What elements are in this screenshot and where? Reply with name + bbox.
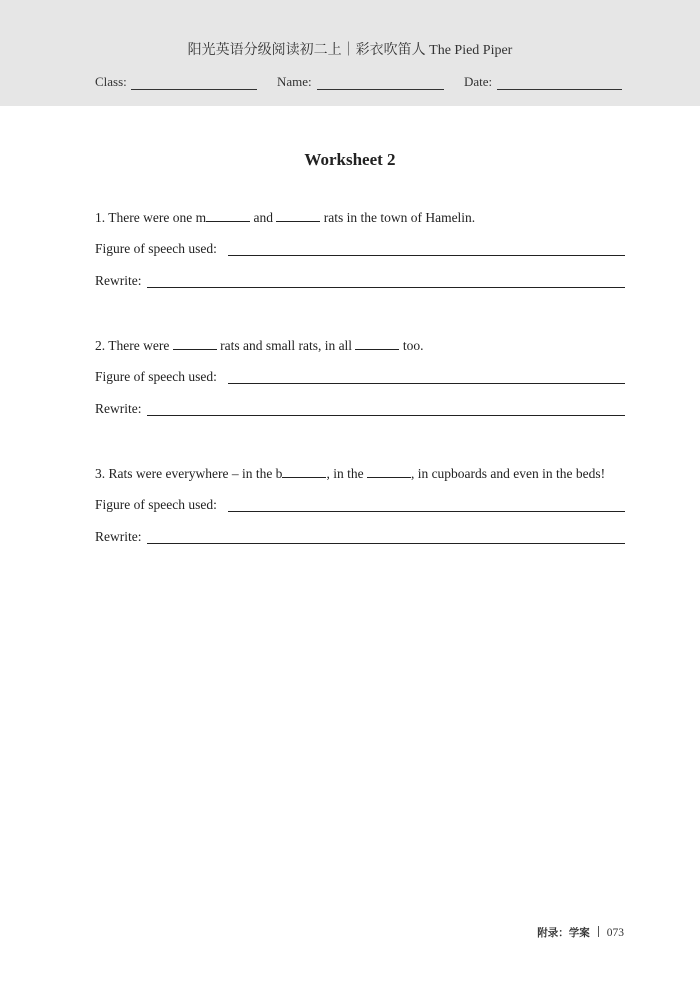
rewrite-label: Rewrite: (95, 273, 142, 288)
question-3 (95, 465, 605, 482)
question-3-rewrite-row (95, 529, 625, 549)
class-blank[interactable] (131, 89, 257, 90)
question-1-text-a: 1. There were one m (95, 210, 207, 225)
figure-label: Figure of speech used: (95, 369, 217, 384)
question-1-rewrite-row (95, 273, 625, 293)
question-2-blank-1[interactable] (173, 337, 217, 350)
question-1-blank-2[interactable] (276, 209, 320, 222)
question-3-figure-line[interactable] (228, 511, 625, 512)
page-header (0, 0, 700, 106)
book-title: 阳光英语分级阅读初二上｜彩衣吹笛人 The Pied Piper (187, 43, 513, 58)
name-blank[interactable] (317, 89, 444, 90)
name-field (277, 74, 312, 90)
question-2-blank-2[interactable] (355, 337, 399, 350)
question-3-blank-2[interactable] (367, 465, 411, 478)
question-1-text-b: and (250, 210, 277, 225)
figure-label: Figure of speech used: (95, 497, 217, 512)
question-2-text-a: 2. There were (95, 338, 173, 353)
date-field (464, 74, 492, 90)
worksheet-title: Worksheet 2 (304, 150, 396, 169)
footer-divider (598, 926, 599, 937)
question-1 (95, 209, 475, 226)
question-1-text-c: rats in the town of Hamelin. (320, 210, 476, 225)
question-1-figure-line[interactable] (228, 255, 625, 256)
question-2-figure-row (95, 369, 625, 389)
question-1-rewrite-line[interactable] (147, 287, 625, 288)
question-2-rewrite-row (95, 401, 625, 421)
question-1-blank-1[interactable] (206, 209, 250, 222)
name-label: Name: (277, 74, 312, 89)
question-3-text-b: , in the (326, 466, 367, 481)
date-blank[interactable] (497, 89, 622, 90)
question-2-text-c: too. (399, 338, 424, 353)
rewrite-label: Rewrite: (95, 401, 142, 416)
rewrite-label: Rewrite: (95, 529, 142, 544)
class-field (95, 74, 127, 90)
question-2 (95, 337, 423, 354)
question-2-text-b: rats and small rats, in all (216, 338, 356, 353)
question-3-text-a: 3. Rats were everywhere – in the b (95, 466, 283, 481)
page-footer (537, 925, 624, 940)
footer-section: 附录：学案 (537, 927, 590, 939)
figure-label: Figure of speech used: (95, 241, 217, 256)
page-number: 073 (606, 927, 624, 939)
question-2-figure-line[interactable] (228, 383, 625, 384)
question-1-figure-row (95, 241, 625, 261)
question-3-figure-row (95, 497, 625, 517)
class-label: Class: (95, 74, 127, 89)
question-3-rewrite-line[interactable] (147, 543, 625, 544)
question-3-blank-1[interactable] (282, 465, 326, 478)
date-label: Date: (464, 74, 493, 89)
question-3-text-c: , in cupboards and even in the beds! (410, 466, 606, 481)
question-2-rewrite-line[interactable] (147, 415, 625, 416)
